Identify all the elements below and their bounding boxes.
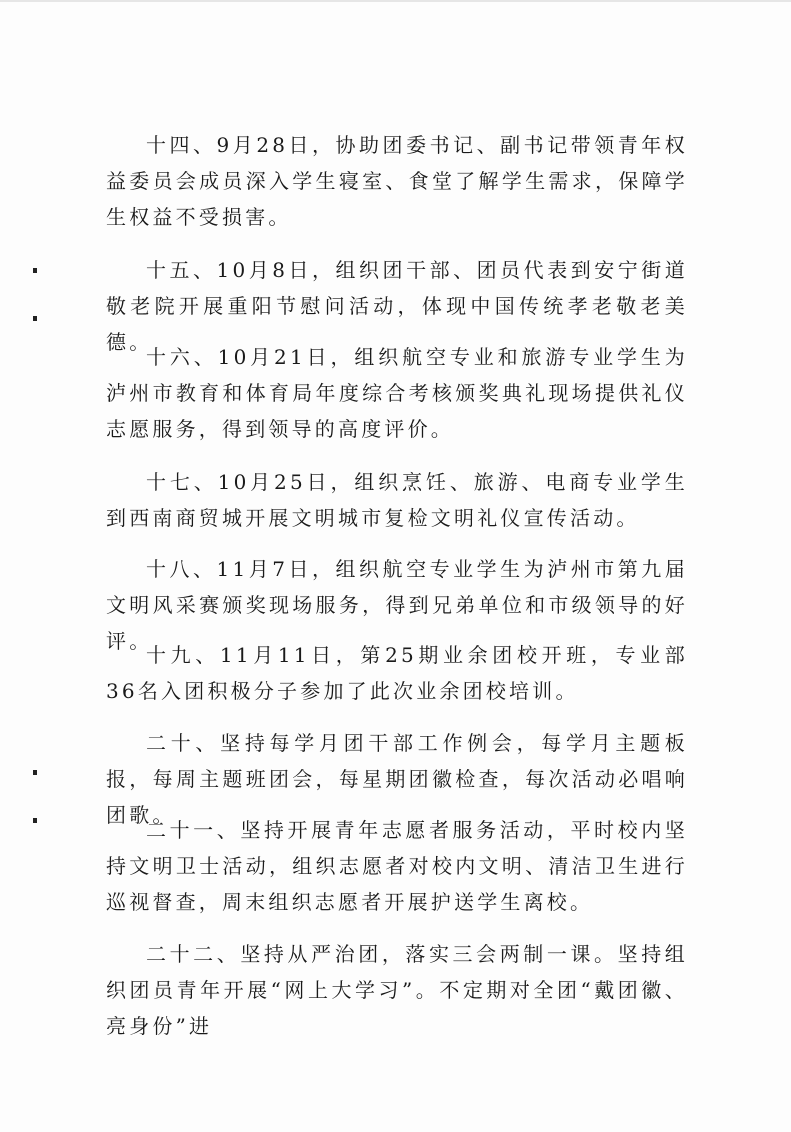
paragraph-item-17: 十七、10月25日，组织烹饪、旅游、电商专业学生到西南商贸城开展文明城市复检文明礼仪宣传活动。: [106, 470, 688, 530]
binding-hole-mark: [33, 818, 37, 823]
paragraph-item-21: 二十一、坚持开展青年志愿者服务活动，平时校内坚持文明卫士活动，组织志愿者对校内文明、清洁卫生进行巡视督查，周末组织志愿者开展护送学生离校。: [106, 818, 688, 914]
binding-hole-mark: [33, 316, 37, 321]
paragraph-item-22: 二十二、坚持从严治团，落实三会两制一课。坚持组织团员青年开展“网上大学习”。不定期对全团“戴团徽、亮身份”进: [106, 942, 688, 1038]
paragraph-item-18: 十八、11月7日，组织航空专业学生为泸州市第九届文明风采赛颁奖现场服务，得到兄弟单位和市级领导的好评。: [106, 557, 688, 653]
binding-hole-mark: [33, 770, 37, 775]
paragraph-item-14: 十四、9月28日，协助团委书记、副书记带领青年权益委员会成员深入学生寝室、食堂了解学生需求，保障学生权益不受损害。: [106, 133, 688, 229]
paragraph-item-15: 十五、10月8日，组织团干部、团员代表到安宁街道敬老院开展重阳节慰问活动，体现中国传统孝老敬老美德。: [106, 258, 688, 354]
paragraph-item-19: 十九、11月11日，第25期业余团校开班，专业部36名入团积极分子参加了此次业余团校培训。: [106, 643, 688, 703]
scan-top-edge: [0, 0, 791, 2]
paragraph-item-20: 二十、坚持每学月团干部工作例会，每学月主题板报，每周主题班团会，每星期团徽检查，每次活动必唱响团歌。: [106, 731, 688, 827]
binding-hole-mark: [33, 268, 37, 273]
paragraph-item-16: 十六、10月21日，组织航空专业和旅游专业学生为泸州市教育和体育局年度综合考核颁奖典礼现场提供礼仪志愿服务，得到领导的高度评价。: [106, 345, 688, 441]
